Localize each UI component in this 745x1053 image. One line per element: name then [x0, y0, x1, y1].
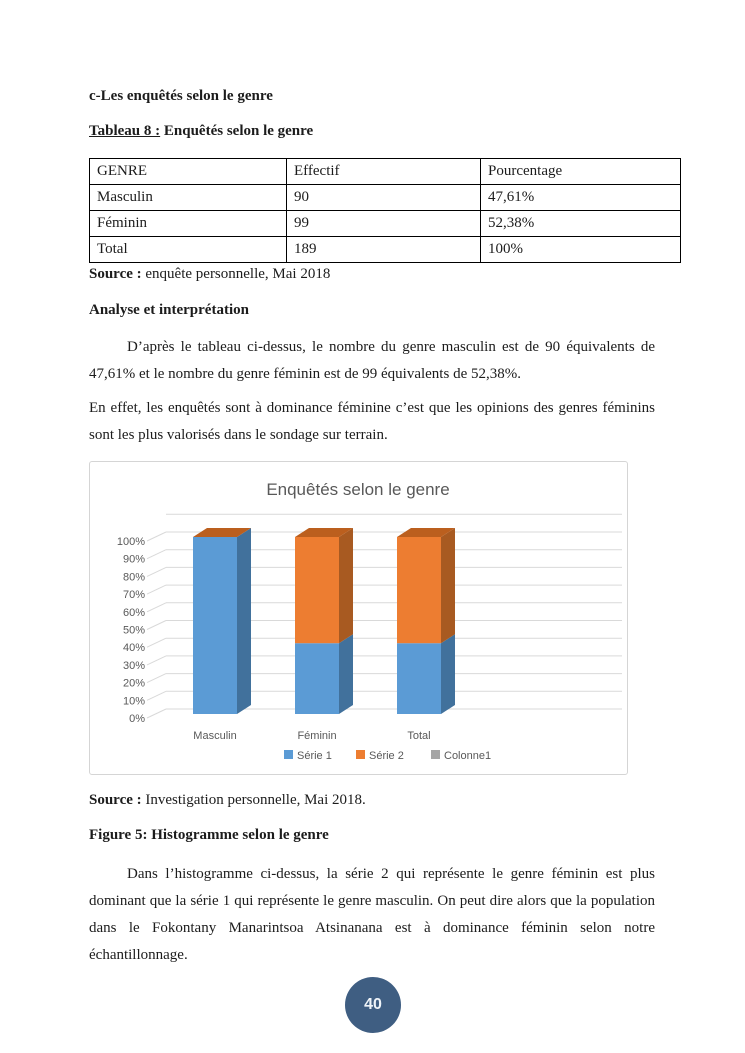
svg-text:Total: Total — [407, 730, 431, 742]
svg-text:Enquêtés selon le genre: Enquêtés selon le genre — [266, 480, 450, 499]
table-source — [89, 266, 655, 283]
svg-text:Féminin: Féminin — [297, 730, 337, 742]
analysis-heading: Analyse et interprétation — [89, 302, 249, 318]
genre-table — [89, 158, 681, 263]
analysis-paragraph-2: En effet, les enquêtés sont à dominance féminine c’est que les opinions des genres féminins sont les plus valorisés dans le sondage sur terrain. — [89, 400, 655, 443]
figure-paragraph: Dans l’histogramme ci-dessus, la série 2 qui représente le genre féminin est plus dominant que la série 1 qui représente le genre masculin. On peut dire alors que la population dans le Fokontany Manarintsoa Atsinanana est à dominance féminin selon notre échantillonnage. — [89, 866, 655, 963]
svg-text:10%: 10% — [122, 695, 145, 708]
table-cell: Masculin — [90, 185, 287, 211]
svg-text:Colonne1: Colonne1 — [444, 750, 492, 762]
section-heading: c-Les enquêtés selon le genre — [89, 88, 273, 104]
svg-text:0%: 0% — [129, 713, 145, 725]
figure-caption: Figure 5: Histogramme selon le genre — [89, 827, 329, 843]
svg-text:Série 1: Série 1 — [297, 750, 332, 762]
svg-text:60%: 60% — [122, 606, 145, 619]
svg-text:70%: 70% — [122, 589, 145, 602]
table-header-effectif: Effectif — [287, 159, 481, 185]
svg-text:30%: 30% — [122, 659, 145, 672]
page-number: 40 — [364, 996, 382, 1013]
table-row — [90, 237, 681, 263]
genre-chart — [89, 461, 628, 775]
svg-text:40%: 40% — [122, 642, 145, 655]
genre-chart-svg — [90, 462, 627, 774]
figure-source — [89, 792, 655, 809]
table-cell: Total — [90, 237, 287, 263]
table-row — [90, 185, 681, 211]
table-cell: 189 — [287, 237, 481, 263]
table-caption-text: Enquêtés selon le genre — [160, 123, 314, 139]
table-cell: 100% — [481, 237, 681, 263]
svg-text:80%: 80% — [122, 571, 145, 584]
source-text: Investigation personnelle, Mai 2018. — [141, 792, 366, 808]
table-cell: 90 — [287, 185, 481, 211]
page-number-badge — [345, 977, 401, 1033]
svg-text:100%: 100% — [116, 536, 145, 548]
svg-text:Masculin: Masculin — [193, 730, 237, 742]
table-caption — [89, 123, 655, 140]
analysis-paragraph-1: D’après le tableau ci-dessus, le nombre du genre masculin est de 90 équivalents de 47,61% et le nombre du genre féminin est de 99 équivalents de 52,38%. — [89, 339, 655, 382]
source-text: enquête personnelle, Mai 2018 — [141, 266, 331, 282]
table-row — [90, 211, 681, 237]
table-cell: 99 — [287, 211, 481, 237]
table-header-row — [90, 159, 681, 185]
table-cell: 47,61% — [481, 185, 681, 211]
source-label: Source : — [89, 266, 142, 282]
svg-text:50%: 50% — [122, 624, 145, 637]
table-header-pourcentage: Pourcentage — [481, 159, 681, 185]
svg-text:90%: 90% — [122, 553, 145, 566]
svg-text:Série 2: Série 2 — [369, 750, 404, 762]
table-header-genre: GENRE — [90, 159, 287, 185]
table-caption-label: Tableau 8 : — [89, 123, 161, 139]
svg-text:20%: 20% — [122, 677, 145, 690]
source-label: Source : — [89, 792, 142, 808]
table-cell: Féminin — [90, 211, 287, 237]
table-cell: 52,38% — [481, 211, 681, 237]
